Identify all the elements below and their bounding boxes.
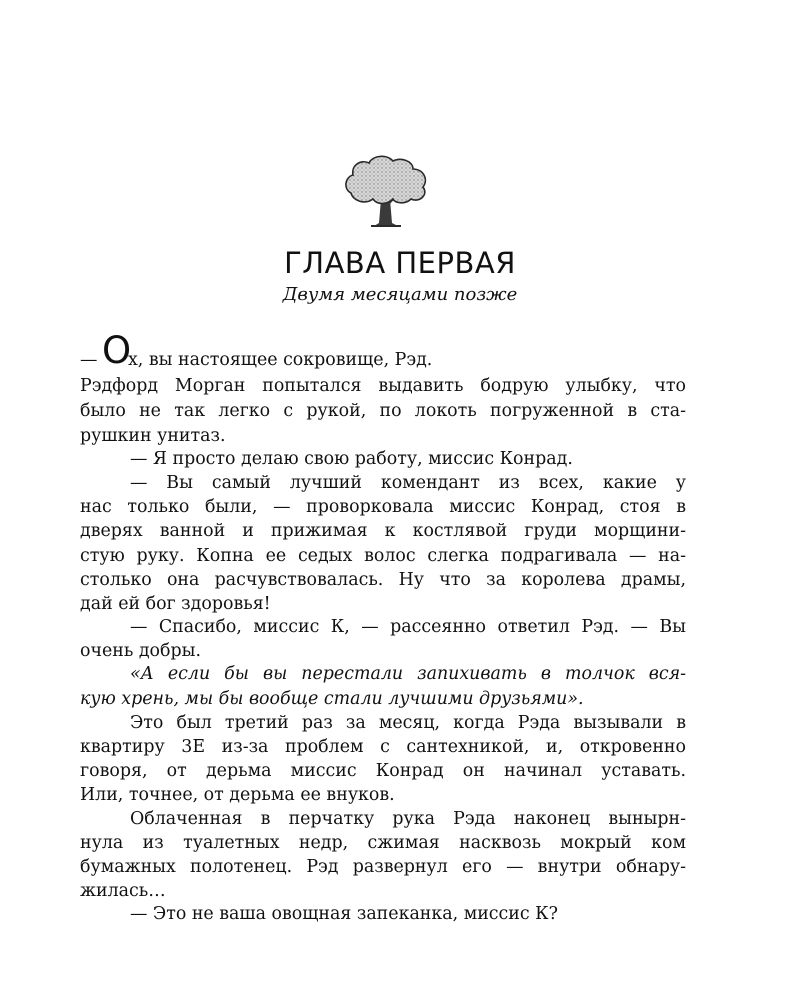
text-line: очень добры.	[80, 641, 201, 661]
text-line: — Вы самый лучший комендант из всех, какие у	[130, 473, 686, 493]
text-line: жилась…	[80, 881, 166, 901]
text-line: Облаченная в перчатку рука Рэда наконец вынырн-	[130, 809, 686, 829]
chapter-title: ГЛАВА ПЕРВАЯ	[284, 246, 516, 280]
text-line: было не так легко с рукой, по локоть погруженной в ста-	[80, 401, 686, 421]
dash: —	[80, 350, 98, 370]
text-line: Это был третий раз за месяц, когда Рэда вызывали в	[130, 713, 686, 733]
text-line: стую руку. Копна ее седых волос слегка подрагивала — на-	[80, 546, 686, 566]
text-line: Рэдфорд Морган попытался выдавить бодрую улыбку, что	[80, 376, 686, 396]
text-line: бумажных полотенец. Рэд развернул его — внутри обнару-	[80, 857, 686, 877]
text-line: — Спасибо, миссис К, — рассеянно ответил Рэд. — Вы	[130, 617, 686, 637]
text-line: х, вы настоящее сокровище, Рэд.	[128, 350, 433, 370]
text-line: нула из туалетных недр, сжимая насквозь мокрый ком	[80, 833, 686, 853]
text-line: рушкин унитаз.	[80, 426, 226, 446]
chapter-subtitle: Двумя месяцами позже	[282, 284, 518, 305]
text-line: говоря, от дерьма миссис Конрад он начинал уставать.	[80, 761, 686, 781]
text-line: «А если бы вы перестали запихивать в толчок вся-	[130, 664, 686, 684]
text-line: кую хрень, мы бы вообще стали лучшими друзьями».	[80, 689, 584, 709]
text-line: квартиру 3Е из-за проблем с сантехникой, и, откровенно	[80, 737, 686, 757]
text-line: дверях ванной и прижимая к костлявой груди морщини-	[80, 521, 686, 541]
text-line: столько она расчувствовалась. Ну что за королева драмы,	[80, 570, 686, 590]
text-line: Или, точнее, от дерьма ее внуков.	[80, 785, 395, 805]
text-line: дай ей бог здоровья!	[80, 594, 271, 614]
text-line: — Я просто делаю свою работу, миссис Конрад.	[130, 449, 573, 469]
text-line: — Это не ваша овощная запеканка, миссис К?	[130, 904, 558, 924]
text-line: нас только были, — проворковала миссис Конрад, стоя в	[80, 497, 686, 517]
drop-cap: О	[102, 329, 132, 372]
